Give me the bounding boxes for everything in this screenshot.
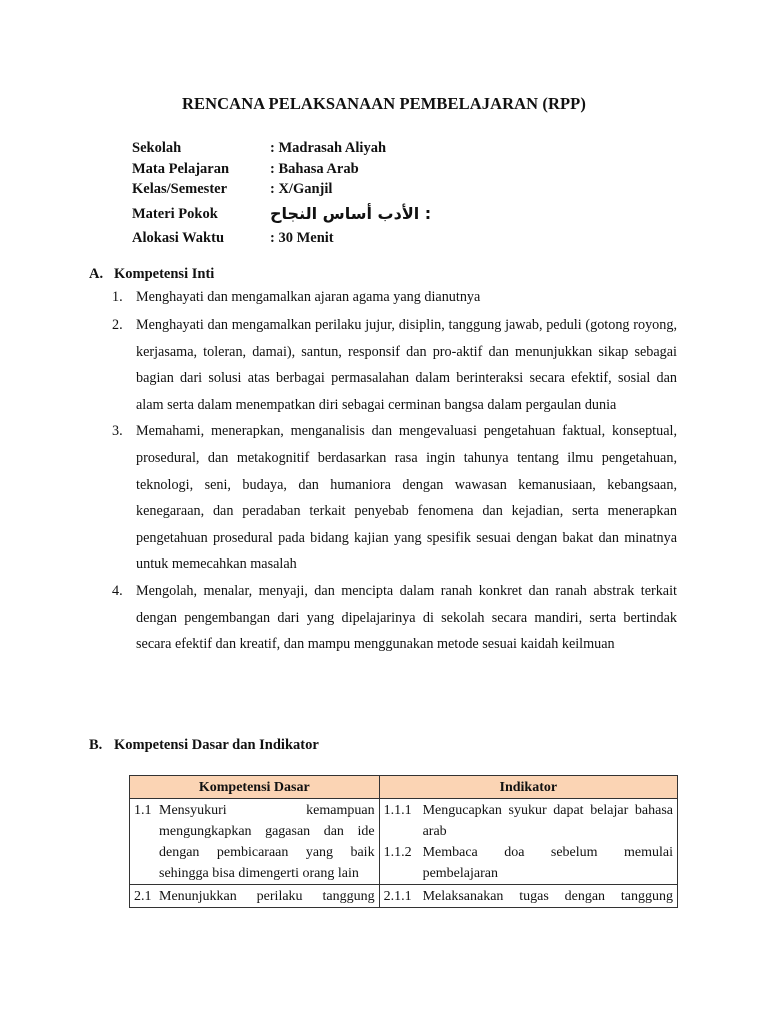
table-row (130, 799, 678, 885)
info-label: Sekolah (132, 140, 182, 156)
indicator-entry (384, 800, 673, 842)
indicator-entry (384, 886, 673, 907)
section-title: Kompetensi Dasar dan Indikator (114, 737, 319, 753)
table-header-indikator: Indikator (379, 776, 677, 799)
table-cell-indikator (379, 799, 677, 885)
list-number: 1. (112, 289, 123, 305)
indicator-text: Membaca doa sebelum memulai pembelajaran (422, 845, 673, 881)
document-title: RENCANA PELAKSANAAN PEMBELAJARAN (RPP) (182, 94, 586, 113)
list-text: Mengolah, menalar, menyaji, dan mencipta dalam ranah konkret dan ranah abstrak terkait dengan pengembangan dari yang dipelajarinya di sekolah secara mandiri, serta bertindak secara efektif dan kreatif, dan mampu menggunakan metode sesuai kaidah keilmuan (136, 582, 677, 653)
list-item (112, 578, 677, 658)
info-value: : Bahasa Arab (270, 160, 359, 177)
list-number: 4. (112, 582, 123, 599)
table-cell-kd (130, 885, 380, 908)
section-letter: B. (89, 737, 103, 753)
indicator-text: Melaksanakan tugas dengan tanggung (422, 889, 673, 904)
table-header-kd: Kompetensi Dasar (130, 776, 380, 799)
list-text: Memahami, menerapkan, menganalisis dan mengevaluasi pengetahuan faktual, konseptual, prosedural, dan metakognitif berdasarkan rasa ingin tahunya tentang ilmu pengetahuan, teknologi, seni, budaya, dan humaniora dengan wawasan kemanusiaan, kebangsaan, kenegaraan, dan peradaban terkait penyebab fenomena dan kejadian, serta menerapkan pengetahuan prosedural pada bidang kajian yang spesifik sesuai dengan bakat dan minatnya untuk memecahkan masalah (136, 423, 677, 573)
section-letter: A. (89, 266, 104, 282)
kd-entry (134, 886, 375, 907)
indicator-code: 1.1.1 (383, 803, 412, 818)
info-label: Materi Pokok (132, 205, 218, 222)
kd-entry (134, 800, 375, 884)
section-a-heading (89, 266, 214, 283)
section-title: Kompetensi Inti (114, 266, 215, 282)
info-value-arabic: : الأدب أساس النجاح (270, 203, 432, 223)
table-row (130, 885, 678, 908)
info-value: : Madrasah Aliyah (270, 140, 387, 156)
list-number: 3. (112, 423, 123, 440)
list-item (112, 286, 677, 308)
kompetensi-inti-list (112, 286, 677, 658)
kompetensi-table (129, 775, 678, 908)
section-b-heading (89, 737, 319, 754)
indicator-text: Mengucapkan syukur dapat belajar bahasa arab (422, 803, 673, 839)
indicator-entry (384, 842, 673, 884)
list-item (112, 312, 677, 418)
list-text: Menghayati dan mengamalkan perilaku jujur, disiplin, tanggung jawab, peduli (gotong royong, kerjasama, toleran, damai), santun, responsif dan pro-aktif dan menunjukkan sikap sebagai bagian dari solusi atas berbagai permasalahan dalam berinteraksi secara efektif, sosial dan alam serta dalam menempatkan diri sebagai cerminan bangsa dalam pergaulan dunia (136, 317, 677, 413)
table-cell-indikator (379, 885, 677, 908)
kd-code: 1.1 (134, 803, 152, 818)
kd-text: Mensyukuri kemampuan mengungkapkan gagasan dan ide dengan pembicaraan yang baik sehingga bisa dimengerti orang lain (159, 803, 375, 881)
list-text: Menghayati dan mengamalkan ajaran agama yang dianutnya (136, 289, 481, 305)
info-value: : X/Ganjil (270, 181, 333, 197)
info-value: : 30 Menit (270, 229, 334, 246)
indicator-code: 1.1.2 (383, 845, 412, 860)
table-header-row (130, 776, 678, 799)
info-label: Mata Pelajaran (132, 160, 230, 177)
indicator-code: 2.1.1 (383, 889, 412, 904)
info-label: Kelas/Semester (132, 181, 228, 197)
list-item (112, 418, 677, 578)
table-cell-kd (130, 799, 380, 885)
info-label: Alokasi Waktu (132, 229, 225, 246)
kd-text: Menunjukkan perilaku tanggung (159, 889, 375, 904)
kd-code: 2.1 (134, 889, 152, 904)
list-number: 2. (112, 317, 123, 333)
